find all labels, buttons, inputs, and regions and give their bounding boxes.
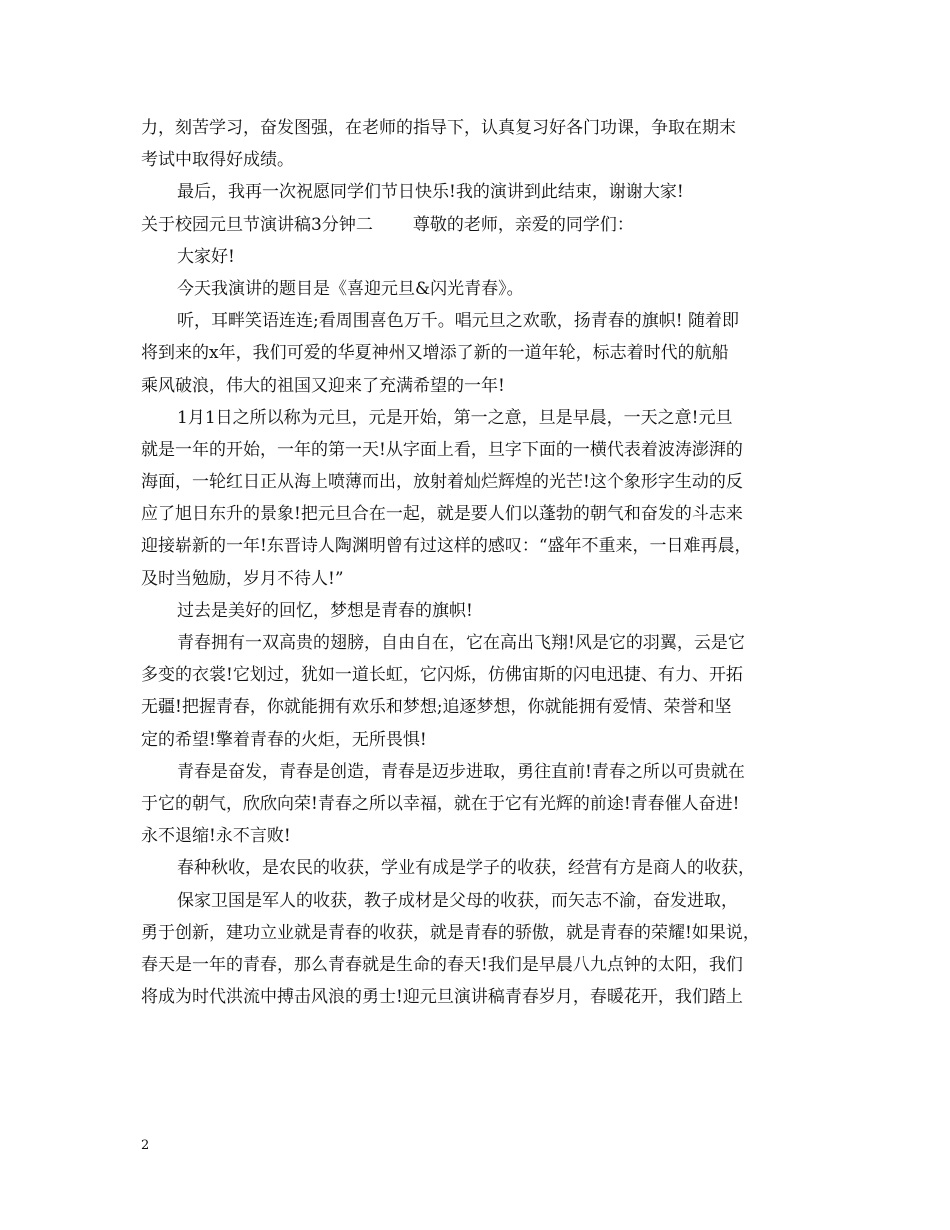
text-line: 定的希望!擎着青春的火炬，无所畏惧! [141, 729, 427, 750]
text-line: 过去是美好的回忆，梦想是青春的旗帜! [177, 600, 473, 621]
text-line: 多变的衣裳!它划过，犹如一道长虹，它闪烁，仿佛宙斯的闪电迅捷、有力、开拓 [141, 665, 743, 686]
salutation: 尊敬的老师，亲爱的同学们： [412, 214, 634, 235]
text-line: 海面，一轮红日正从海上喷薄而出，放射着灿烂辉煌的光芒!这个象形字生动的反 [141, 472, 743, 493]
page-number: 2 [141, 1138, 150, 1153]
text-line: 迎接崭新的一年!东晋诗人陶渊明曾有过这样的感叹：“盛年不重来，一日难再晨， [141, 536, 752, 557]
text-line: 将成为时代洪流中搏击风浪的勇士!迎元旦演讲稿青春岁月，春暖花开，我们踏上 [141, 987, 743, 1008]
text-line: 力，刻苦学习，奋发图强，在老师的指导下，认真复习好各门功课，争取在期末 [141, 118, 736, 138]
text-line: 青春拥有一双高贵的翅膀，自由自在，它在高出飞翔!风是它的羽翼，云是它 [177, 633, 745, 653]
text-line: 乘风破浪，伟大的祖国又迎来了充满希望的一年! [141, 375, 505, 396]
text-line: 于它的朝气，欣欣向荣!青春之所以幸福，就在于它有光辉的前途!青春催人奋进! [141, 793, 740, 814]
document-body [141, 112, 826, 1013]
text-line: 大家好! [177, 246, 235, 267]
text-line: 勇于创新，建功立业就是青春的收获，就是青春的骄傲，就是青春的荣耀!如果说， [141, 922, 760, 943]
text-line: 今天我演讲的题目是《喜迎元旦&闪光青春》。 [177, 278, 524, 299]
text-line: 春天是一年的青春，那么青春就是生命的春天!我们是早晨八九点钟的太阳，我们 [141, 954, 743, 975]
text-line: 听，耳畔笑语连连;看周围喜色万千。唱元旦之欢歌，扬青春的旗帜! 随着即 [177, 311, 739, 332]
text-line: 无疆!把握青春，你就能拥有欢乐和梦想;追逐梦想，你就能拥有爱情、荣誉和坚 [141, 697, 732, 718]
text-line: 就是一年的开始，一年的第一天!从字面上看，旦字下面的一横代表着波涛澎湃的 [141, 439, 743, 460]
text-line: 应了旭日东升的景象!把元旦合在一起，就是要人们以蓬勃的朝气和奋发的斗志来 [141, 504, 743, 525]
section-heading-line [141, 209, 826, 241]
text-line: 青春是奋发，青春是创造，青春是迈步进取，勇往直前!青春之所以可贵就在 [177, 761, 745, 782]
text-line: 1月1日之所以称为元旦，元是开始，第一之意，旦是早晨，一天之意!元旦 [177, 407, 733, 428]
text-line: 考试中取得好成绩。 [141, 150, 294, 171]
text-line: 保家卫国是军人的收获，教子成材是父母的收获，而矢志不渝，奋发进取， [177, 890, 738, 911]
text-line: 将到来的x年，我们可爱的华夏神州又增添了新的一道年轮，标志着时代的航船 [141, 343, 729, 364]
section-heading: 关于校园元旦节演讲稿3分钟二 [141, 214, 373, 235]
text-line: 及时当勉励，岁月不待人!” [141, 568, 344, 589]
text-line: 永不退缩!永不言败! [141, 826, 291, 847]
text-line: 最后，我再一次祝愿同学们节日快乐!我的演讲到此结束，谢谢大家! [177, 182, 684, 203]
text-line: 春种秋收，是农民的收获，学业有成是学子的收获，经营有方是商人的收获， [177, 858, 755, 879]
